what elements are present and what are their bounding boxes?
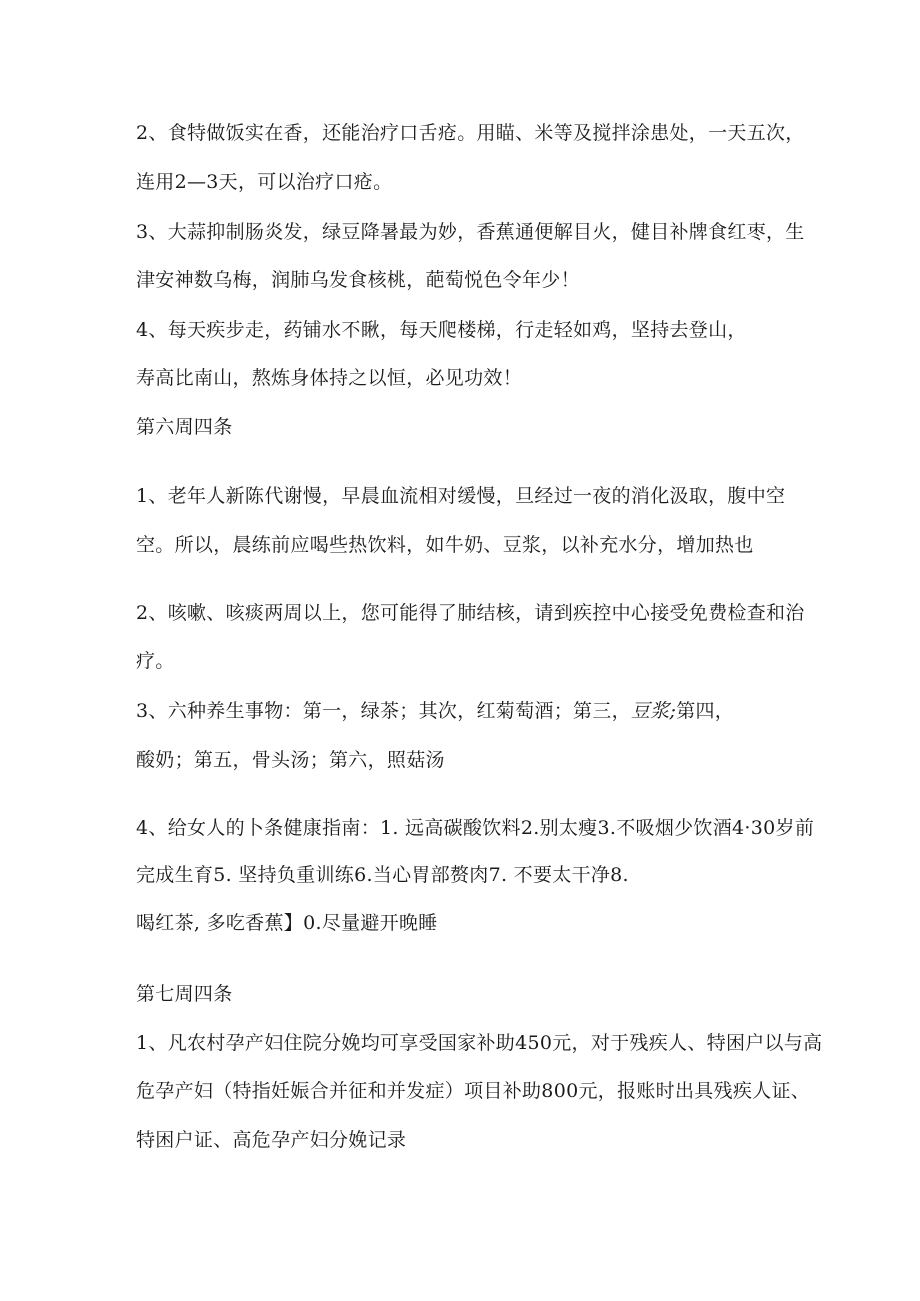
week6-item4-line-1: 4、给女人的卜条健康指南：1. 远高碳酸饮料2.别太瘦3.不吸烟少饮酒4·30岁前 bbox=[136, 817, 815, 839]
para-2-line-1: 2、食特做饭实在香，还能治疗口舌疮。用瞄、米等及搅拌涂患处，一天五次， bbox=[136, 122, 805, 144]
week7-item1-line-2: 危孕产妇（特指妊娠合并征和并发症）项目补助800元，报账时出具残疾人证、 bbox=[136, 1080, 811, 1102]
para-3-line-2: 津安神数乌梅，润肺乌发食核桃，葩萄悦色令年少！ bbox=[136, 269, 580, 291]
week6-item4-line-3: 喝红茶, 多吃香蕉】0.尽量避开晚睡 bbox=[136, 912, 438, 934]
week6-item4-line-2: 完成生育5. 坚持负重训练6.当心胃部赘肉7. 不要太干净8. bbox=[136, 864, 629, 886]
week7-item1-line-3: 特困户证、高危孕产妇分娩记录 bbox=[136, 1129, 407, 1151]
week6-item3-text-b: 豆浆; bbox=[630, 700, 677, 722]
week7-item1-line-1: 1、凡农村孕产妇住院分娩均可享受国家补助450元，对于残疾人、特困户以与高 bbox=[136, 1032, 823, 1054]
week6-item3-line-2: 酸奶；第五，骨头汤；第六，照菇汤 bbox=[136, 749, 445, 771]
week6-item3-text-c: 第四， bbox=[676, 700, 735, 722]
week6-item3-text-a: 3、六种养生事物：第一，绿茶；其次，红菊萄酒；第三， bbox=[136, 700, 631, 722]
para-4-line-1: 4、每天疾步走，药铺水不瞅，每天爬楼梯，行走轻如鸡，坚持去登山， bbox=[136, 319, 747, 341]
week6-item1-line-1: 1、老年人新陈代谢慢，早晨血流相对缓慢，旦经过一夜的消化汲取，腹中空 bbox=[136, 485, 786, 507]
week6-item3-line-1 bbox=[136, 699, 734, 723]
para-3-line-1: 3、大蒜抑制肠炎发，绿豆降暑最为妙，香蕉通便解目火，健目补牌食红枣，生 bbox=[136, 221, 805, 243]
section-title-week6: 第六周四条 bbox=[136, 416, 233, 438]
para-4-line-2: 寿高比南山，熬炼身体持之以恒，必见功效！ bbox=[136, 367, 523, 389]
section-title-week7: 第七周四条 bbox=[136, 983, 233, 1005]
week6-item1-line-2: 空。所以，晨练前应喝些热饮料，如牛奶、豆浆，以补充水分，增加热也 bbox=[136, 534, 754, 556]
para-2-line-2: 连用2—3天，可以治疗口疮。 bbox=[136, 171, 393, 193]
week6-item2-line-2: 疗。 bbox=[136, 650, 175, 672]
week6-item2-line-1: 2、咳嗽、咳痰两周以上，您可能得了肺结核，请到疾控中心接受免费检查和治 bbox=[136, 602, 805, 624]
